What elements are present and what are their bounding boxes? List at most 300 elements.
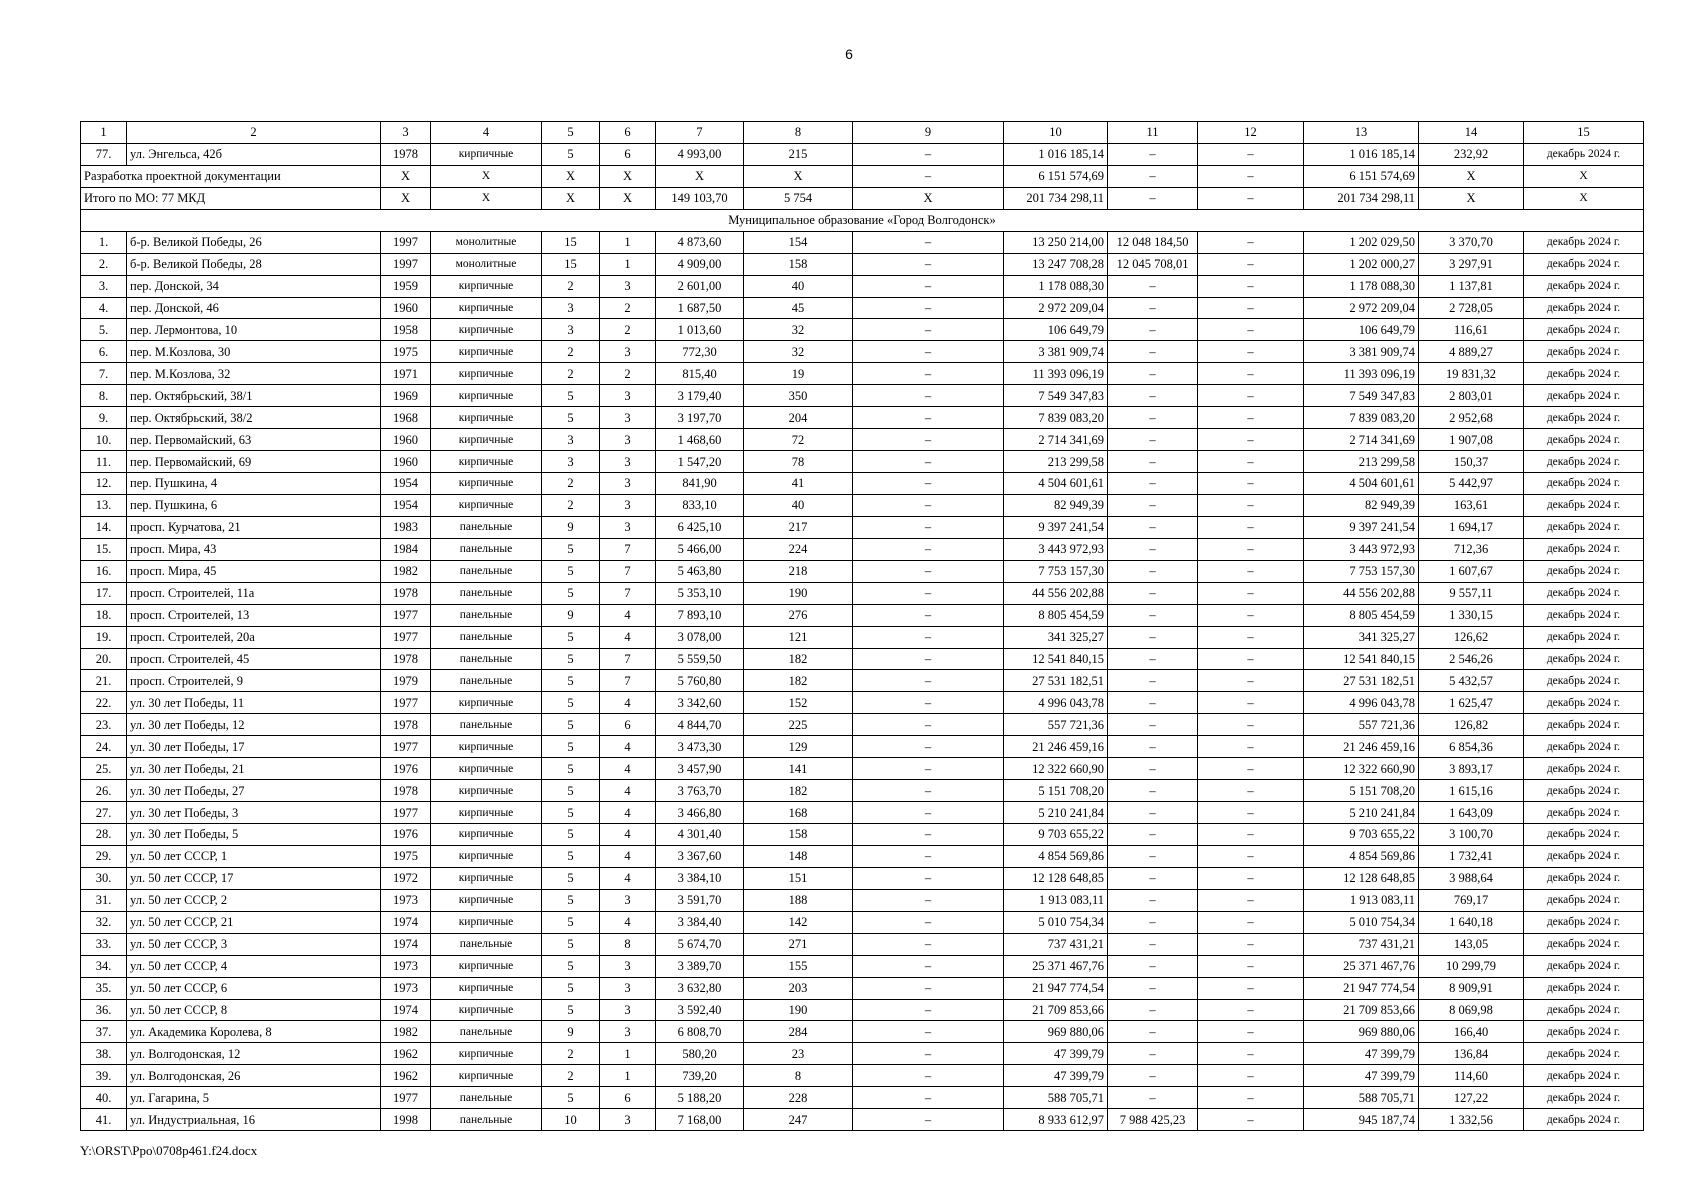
row-number-cell: 19. <box>81 626 127 648</box>
year-cell: 1974 <box>381 999 431 1021</box>
residents-cell: 224 <box>744 538 853 560</box>
col9-cell: – <box>853 845 1004 867</box>
area-cell: 5 559,50 <box>656 648 744 670</box>
area-cell: 1 013,60 <box>656 319 744 341</box>
wall-material-cell: монолитные <box>431 231 542 253</box>
total-cost-cell: 12 541 840,15 <box>1004 648 1108 670</box>
col9-cell: – <box>853 604 1004 626</box>
col11-cell: – <box>1108 275 1198 297</box>
completion-date-cell: декабрь 2024 г. <box>1524 297 1644 319</box>
entrances-cell: 4 <box>600 736 656 758</box>
table-row <box>81 1109 1644 1131</box>
row-number-cell: 37. <box>81 1021 127 1043</box>
floors-cell: 9 <box>542 604 600 626</box>
area-cell: 1 547,20 <box>656 451 744 473</box>
total-cost-cell: 13 250 214,00 <box>1004 231 1108 253</box>
residents-cell: 276 <box>744 604 853 626</box>
entrances-cell: 7 <box>600 582 656 604</box>
completion-date-cell: декабрь 2024 г. <box>1524 648 1644 670</box>
col14-cell: 136,84 <box>1419 1043 1524 1065</box>
row-number-cell: 2. <box>81 253 127 275</box>
wall-material-cell: кирпичные <box>431 319 542 341</box>
residents-cell: 129 <box>744 736 853 758</box>
col11-cell: – <box>1108 407 1198 429</box>
col12-cell: – <box>1198 560 1304 582</box>
col12-cell: – <box>1198 1087 1304 1109</box>
col14-cell: 1 330,15 <box>1419 604 1524 626</box>
wall-material-cell: панельные <box>431 714 542 736</box>
column-number-cell: 14 <box>1419 122 1524 144</box>
row-number-cell: 32. <box>81 911 127 933</box>
wall-material-cell: кирпичные <box>431 955 542 977</box>
residents-cell: 350 <box>744 385 853 407</box>
col11-cell: – <box>1108 363 1198 385</box>
table-row <box>81 692 1644 714</box>
table-row <box>81 933 1644 955</box>
year-cell: 1973 <box>381 977 431 999</box>
col14-cell: 1 694,17 <box>1419 516 1524 538</box>
col11-cell: 12 048 184,50 <box>1108 231 1198 253</box>
table-row <box>81 1065 1644 1087</box>
col12-cell: – <box>1198 1065 1304 1087</box>
col14-cell: 166,40 <box>1419 1021 1524 1043</box>
floors-cell: 2 <box>542 1065 600 1087</box>
column-number-cell: 4 <box>431 122 542 144</box>
col11-cell: – <box>1108 670 1198 692</box>
entrances-cell: 3 <box>600 451 656 473</box>
col9-cell: – <box>853 407 1004 429</box>
column-number-cell: 1 <box>81 122 127 144</box>
col11-cell: 12 045 708,01 <box>1108 253 1198 275</box>
row-number-cell: 41. <box>81 1109 127 1131</box>
address-cell: ул. Гагарина, 5 <box>127 1087 381 1109</box>
col9-cell: – <box>853 275 1004 297</box>
col13-cell: 7 839 083,20 <box>1304 407 1419 429</box>
residents-cell: 154 <box>744 231 853 253</box>
entrances-cell: 2 <box>600 297 656 319</box>
address-cell: просп. Мира, 45 <box>127 560 381 582</box>
row-number-cell: 21. <box>81 670 127 692</box>
row-number-cell: 9. <box>81 407 127 429</box>
floors-cell: 10 <box>542 1109 600 1131</box>
entrances-cell: 4 <box>600 845 656 867</box>
completion-date-cell: декабрь 2024 г. <box>1524 780 1644 802</box>
address-cell: пер. М.Козлова, 30 <box>127 341 381 363</box>
col14-cell: 2 546,26 <box>1419 648 1524 670</box>
col9-cell: – <box>853 385 1004 407</box>
col11-cell: – <box>1108 187 1198 209</box>
col9-cell: – <box>853 911 1004 933</box>
col11-cell: 7 988 425,23 <box>1108 1109 1198 1131</box>
col9-cell: – <box>853 933 1004 955</box>
col11-cell: – <box>1108 911 1198 933</box>
floors-cell: 5 <box>542 758 600 780</box>
completion-date-cell: декабрь 2024 г. <box>1524 911 1644 933</box>
address-cell: пер. Первомайский, 63 <box>127 429 381 451</box>
col14-cell: 3 370,70 <box>1419 231 1524 253</box>
address-cell: ул. 50 лет СССР, 1 <box>127 845 381 867</box>
col13-cell: 2 972 209,04 <box>1304 297 1419 319</box>
year-cell: 1968 <box>381 407 431 429</box>
area-cell: 5 188,20 <box>656 1087 744 1109</box>
address-cell: пер. Лермонтова, 10 <box>127 319 381 341</box>
area-cell: 3 591,70 <box>656 889 744 911</box>
floors-cell: 5 <box>542 648 600 670</box>
row-number-cell: 36. <box>81 999 127 1021</box>
col11-cell: – <box>1108 143 1198 165</box>
floors-cell: 5 <box>542 955 600 977</box>
wall-material-cell: кирпичные <box>431 341 542 363</box>
floors-cell: X <box>542 165 600 187</box>
col9-cell: – <box>853 253 1004 275</box>
col12-cell: – <box>1198 582 1304 604</box>
col9-cell: – <box>853 824 1004 846</box>
year-cell: 1954 <box>381 494 431 516</box>
wall-material-cell: панельные <box>431 560 542 582</box>
table-row <box>81 889 1644 911</box>
area-cell: 4 909,00 <box>656 253 744 275</box>
col12-cell: – <box>1198 955 1304 977</box>
col14-cell: 114,60 <box>1419 1065 1524 1087</box>
residents-cell: 32 <box>744 319 853 341</box>
col11-cell: – <box>1108 999 1198 1021</box>
area-cell: 1 687,50 <box>656 297 744 319</box>
completion-date-cell: декабрь 2024 г. <box>1524 977 1644 999</box>
completion-date-cell: декабрь 2024 г. <box>1524 407 1644 429</box>
residents-cell: 182 <box>744 648 853 670</box>
col13-cell: 737 431,21 <box>1304 933 1419 955</box>
floors-cell: 5 <box>542 802 600 824</box>
col12-cell: – <box>1198 385 1304 407</box>
table-row <box>81 538 1644 560</box>
col13-cell: 2 714 341,69 <box>1304 429 1419 451</box>
completion-date-cell: декабрь 2024 г. <box>1524 341 1644 363</box>
year-cell: 1977 <box>381 692 431 714</box>
year-cell: 1962 <box>381 1043 431 1065</box>
col12-cell: – <box>1198 736 1304 758</box>
row-number-cell: 38. <box>81 1043 127 1065</box>
address-cell: просп. Строителей, 13 <box>127 604 381 626</box>
entrances-cell: 4 <box>600 626 656 648</box>
total-cost-cell: 13 247 708,28 <box>1004 253 1108 275</box>
floors-cell: 5 <box>542 1087 600 1109</box>
wall-material-cell: кирпичные <box>431 736 542 758</box>
col14-cell: 1 615,16 <box>1419 780 1524 802</box>
col13-cell: 341 325,27 <box>1304 626 1419 648</box>
section-title: Муниципальное образование «Город Волгодонск» <box>81 209 1644 231</box>
completion-date-cell: декабрь 2024 г. <box>1524 275 1644 297</box>
total-cost-cell: 82 949,39 <box>1004 494 1108 516</box>
floors-cell: 2 <box>542 363 600 385</box>
table-row <box>81 560 1644 582</box>
entrances-cell: 6 <box>600 714 656 736</box>
entrances-cell: 2 <box>600 319 656 341</box>
year-cell: 1977 <box>381 1087 431 1109</box>
floors-cell: 5 <box>542 538 600 560</box>
address-cell: ул. Волгодонская, 12 <box>127 1043 381 1065</box>
summary-label-cell: Итого по МО: 77 МКД <box>81 187 381 209</box>
year-cell: 1978 <box>381 143 431 165</box>
address-cell: ул. Волгодонская, 26 <box>127 1065 381 1087</box>
wall-material-cell: панельные <box>431 648 542 670</box>
completion-date-cell: X <box>1524 165 1644 187</box>
total-cost-cell: 5 210 241,84 <box>1004 802 1108 824</box>
row-number-cell: 10. <box>81 429 127 451</box>
completion-date-cell: декабрь 2024 г. <box>1524 451 1644 473</box>
completion-date-cell: декабрь 2024 г. <box>1524 845 1644 867</box>
col9-cell: – <box>853 736 1004 758</box>
row-number-cell: 18. <box>81 604 127 626</box>
col12-cell: – <box>1198 429 1304 451</box>
completion-date-cell: декабрь 2024 г. <box>1524 1021 1644 1043</box>
total-cost-cell: 213 299,58 <box>1004 451 1108 473</box>
year-cell: 1960 <box>381 451 431 473</box>
col12-cell: – <box>1198 253 1304 275</box>
col13-cell: 21 246 459,16 <box>1304 736 1419 758</box>
section-row <box>81 209 1644 231</box>
col13-cell: 969 880,06 <box>1304 1021 1419 1043</box>
year-cell: 1978 <box>381 714 431 736</box>
col14-cell: 126,82 <box>1419 714 1524 736</box>
address-cell: ул. 30 лет Победы, 3 <box>127 802 381 824</box>
year-cell: 1997 <box>381 231 431 253</box>
row-number-cell: 6. <box>81 341 127 363</box>
area-cell: 7 893,10 <box>656 604 744 626</box>
residents-cell: 40 <box>744 494 853 516</box>
table-row <box>81 714 1644 736</box>
col13-cell: 1 202 000,27 <box>1304 253 1419 275</box>
col12-cell: – <box>1198 1043 1304 1065</box>
col14-cell: 3 100,70 <box>1419 824 1524 846</box>
table-row <box>81 911 1644 933</box>
wall-material-cell: кирпичные <box>431 758 542 780</box>
row-number-cell: 35. <box>81 977 127 999</box>
col13-cell: 21 947 774,54 <box>1304 977 1419 999</box>
col12-cell: – <box>1198 275 1304 297</box>
total-cost-cell: 1 913 083,11 <box>1004 889 1108 911</box>
entrances-cell: 4 <box>600 867 656 889</box>
residents-cell: 142 <box>744 911 853 933</box>
col11-cell: – <box>1108 1043 1198 1065</box>
entrances-cell: 3 <box>600 1109 656 1131</box>
address-cell: ул. 50 лет СССР, 2 <box>127 889 381 911</box>
completion-date-cell: декабрь 2024 г. <box>1524 494 1644 516</box>
completion-date-cell: декабрь 2024 г. <box>1524 319 1644 341</box>
col12-cell: – <box>1198 451 1304 473</box>
col9-cell: – <box>853 626 1004 648</box>
col14-cell: 5 432,57 <box>1419 670 1524 692</box>
col13-cell: 4 854 569,86 <box>1304 845 1419 867</box>
floors-cell: 5 <box>542 780 600 802</box>
total-cost-cell: 47 399,79 <box>1004 1065 1108 1087</box>
year-cell: 1977 <box>381 736 431 758</box>
col11-cell: – <box>1108 385 1198 407</box>
wall-material-cell: панельные <box>431 1021 542 1043</box>
residents-cell: 72 <box>744 429 853 451</box>
col12-cell: – <box>1198 231 1304 253</box>
floors-cell: 5 <box>542 736 600 758</box>
table-row <box>81 319 1644 341</box>
col12-cell: – <box>1198 363 1304 385</box>
wall-material-cell: кирпичные <box>431 407 542 429</box>
completion-date-cell: декабрь 2024 г. <box>1524 1109 1644 1131</box>
wall-material-cell: кирпичные <box>431 297 542 319</box>
col13-cell: 557 721,36 <box>1304 714 1419 736</box>
col11-cell: – <box>1108 1087 1198 1109</box>
year-cell: 1971 <box>381 363 431 385</box>
col12-cell: – <box>1198 407 1304 429</box>
completion-date-cell: декабрь 2024 г. <box>1524 714 1644 736</box>
total-cost-cell: 3 443 972,93 <box>1004 538 1108 560</box>
area-cell: 815,40 <box>656 363 744 385</box>
completion-date-cell: декабрь 2024 г. <box>1524 429 1644 451</box>
col9-cell: – <box>853 977 1004 999</box>
entrances-cell: 3 <box>600 429 656 451</box>
completion-date-cell: декабрь 2024 г. <box>1524 1043 1644 1065</box>
col9-cell: – <box>853 319 1004 341</box>
table-row <box>81 385 1644 407</box>
area-cell: 3 389,70 <box>656 955 744 977</box>
area-cell: 3 466,80 <box>656 802 744 824</box>
area-cell: 7 168,00 <box>656 1109 744 1131</box>
total-cost-cell: 7 753 157,30 <box>1004 560 1108 582</box>
entrances-cell: 7 <box>600 560 656 582</box>
floors-cell: 5 <box>542 845 600 867</box>
col9-cell: – <box>853 999 1004 1021</box>
floors-cell: 9 <box>542 1021 600 1043</box>
table-row <box>81 626 1644 648</box>
col12-cell: – <box>1198 933 1304 955</box>
total-cost-cell: 557 721,36 <box>1004 714 1108 736</box>
col13-cell: 12 128 648,85 <box>1304 867 1419 889</box>
col14-cell: 3 297,91 <box>1419 253 1524 275</box>
col14-cell: 2 952,68 <box>1419 407 1524 429</box>
area-cell: X <box>656 165 744 187</box>
col11-cell: – <box>1108 516 1198 538</box>
completion-date-cell: декабрь 2024 г. <box>1524 143 1644 165</box>
col12-cell: – <box>1198 845 1304 867</box>
year-cell: X <box>381 187 431 209</box>
col11-cell: – <box>1108 648 1198 670</box>
col13-cell: 106 649,79 <box>1304 319 1419 341</box>
floors-cell: 3 <box>542 297 600 319</box>
col12-cell: – <box>1198 143 1304 165</box>
floors-cell: 2 <box>542 275 600 297</box>
col14-cell: 127,22 <box>1419 1087 1524 1109</box>
address-cell: б-р. Великой Победы, 26 <box>127 231 381 253</box>
floors-cell: 5 <box>542 889 600 911</box>
area-cell: 3 457,90 <box>656 758 744 780</box>
area-cell: 5 463,80 <box>656 560 744 582</box>
column-number-cell: 13 <box>1304 122 1419 144</box>
summary-row <box>81 165 1644 187</box>
year-cell: 1978 <box>381 780 431 802</box>
completion-date-cell: декабрь 2024 г. <box>1524 516 1644 538</box>
area-cell: 739,20 <box>656 1065 744 1087</box>
col13-cell: 12 541 840,15 <box>1304 648 1419 670</box>
table-row <box>81 604 1644 626</box>
floors-cell: X <box>542 187 600 209</box>
wall-material-cell: панельные <box>431 516 542 538</box>
column-number-row <box>81 122 1644 144</box>
floors-cell: 5 <box>542 867 600 889</box>
col11-cell: – <box>1108 626 1198 648</box>
column-number-cell: 5 <box>542 122 600 144</box>
floors-cell: 3 <box>542 451 600 473</box>
total-cost-cell: 106 649,79 <box>1004 319 1108 341</box>
table-row <box>81 363 1644 385</box>
col13-cell: 4 504 601,61 <box>1304 473 1419 495</box>
col14-cell: 126,62 <box>1419 626 1524 648</box>
residents-cell: 247 <box>744 1109 853 1131</box>
column-number-cell: 8 <box>744 122 853 144</box>
area-cell: 3 592,40 <box>656 999 744 1021</box>
row-number-cell: 77. <box>81 143 127 165</box>
col9-cell: – <box>853 1043 1004 1065</box>
residents-cell: 40 <box>744 275 853 297</box>
col12-cell: – <box>1198 341 1304 363</box>
floors-cell: 5 <box>542 977 600 999</box>
area-cell: 4 844,70 <box>656 714 744 736</box>
total-cost-cell: 2 714 341,69 <box>1004 429 1108 451</box>
year-cell: 1982 <box>381 560 431 582</box>
total-cost-cell: 25 371 467,76 <box>1004 955 1108 977</box>
col14-cell: 143,05 <box>1419 933 1524 955</box>
residents-cell: 182 <box>744 780 853 802</box>
entrances-cell: 3 <box>600 516 656 538</box>
col11-cell: – <box>1108 845 1198 867</box>
col12-cell: – <box>1198 297 1304 319</box>
completion-date-cell: декабрь 2024 г. <box>1524 253 1644 275</box>
col9-cell: – <box>853 714 1004 736</box>
floors-cell: 5 <box>542 824 600 846</box>
floors-cell: 5 <box>542 143 600 165</box>
address-cell: ул. 30 лет Победы, 27 <box>127 780 381 802</box>
col13-cell: 3 443 972,93 <box>1304 538 1419 560</box>
col11-cell: – <box>1108 560 1198 582</box>
wall-material-cell: кирпичные <box>431 494 542 516</box>
residents-cell: 271 <box>744 933 853 955</box>
wall-material-cell: кирпичные <box>431 1065 542 1087</box>
col13-cell: 21 709 853,66 <box>1304 999 1419 1021</box>
col9-cell: – <box>853 143 1004 165</box>
col12-cell: – <box>1198 911 1304 933</box>
row-number-cell: 7. <box>81 363 127 385</box>
col11-cell: – <box>1108 780 1198 802</box>
table-row <box>81 670 1644 692</box>
col11-cell: – <box>1108 473 1198 495</box>
total-cost-cell: 44 556 202,88 <box>1004 582 1108 604</box>
year-cell: 1958 <box>381 319 431 341</box>
col14-cell: 9 557,11 <box>1419 582 1524 604</box>
year-cell: 1976 <box>381 758 431 780</box>
residents-cell: 190 <box>744 582 853 604</box>
row-number-cell: 17. <box>81 582 127 604</box>
row-number-cell: 5. <box>81 319 127 341</box>
completion-date-cell: декабрь 2024 г. <box>1524 867 1644 889</box>
col12-cell: – <box>1198 473 1304 495</box>
year-cell: 1973 <box>381 889 431 911</box>
col11-cell: – <box>1108 582 1198 604</box>
table-row <box>81 253 1644 275</box>
total-cost-cell: 969 880,06 <box>1004 1021 1108 1043</box>
wall-material-cell: панельные <box>431 933 542 955</box>
year-cell: 1960 <box>381 297 431 319</box>
col12-cell: – <box>1198 1021 1304 1043</box>
entrances-cell: 7 <box>600 648 656 670</box>
area-cell: 1 468,60 <box>656 429 744 451</box>
col11-cell: – <box>1108 802 1198 824</box>
